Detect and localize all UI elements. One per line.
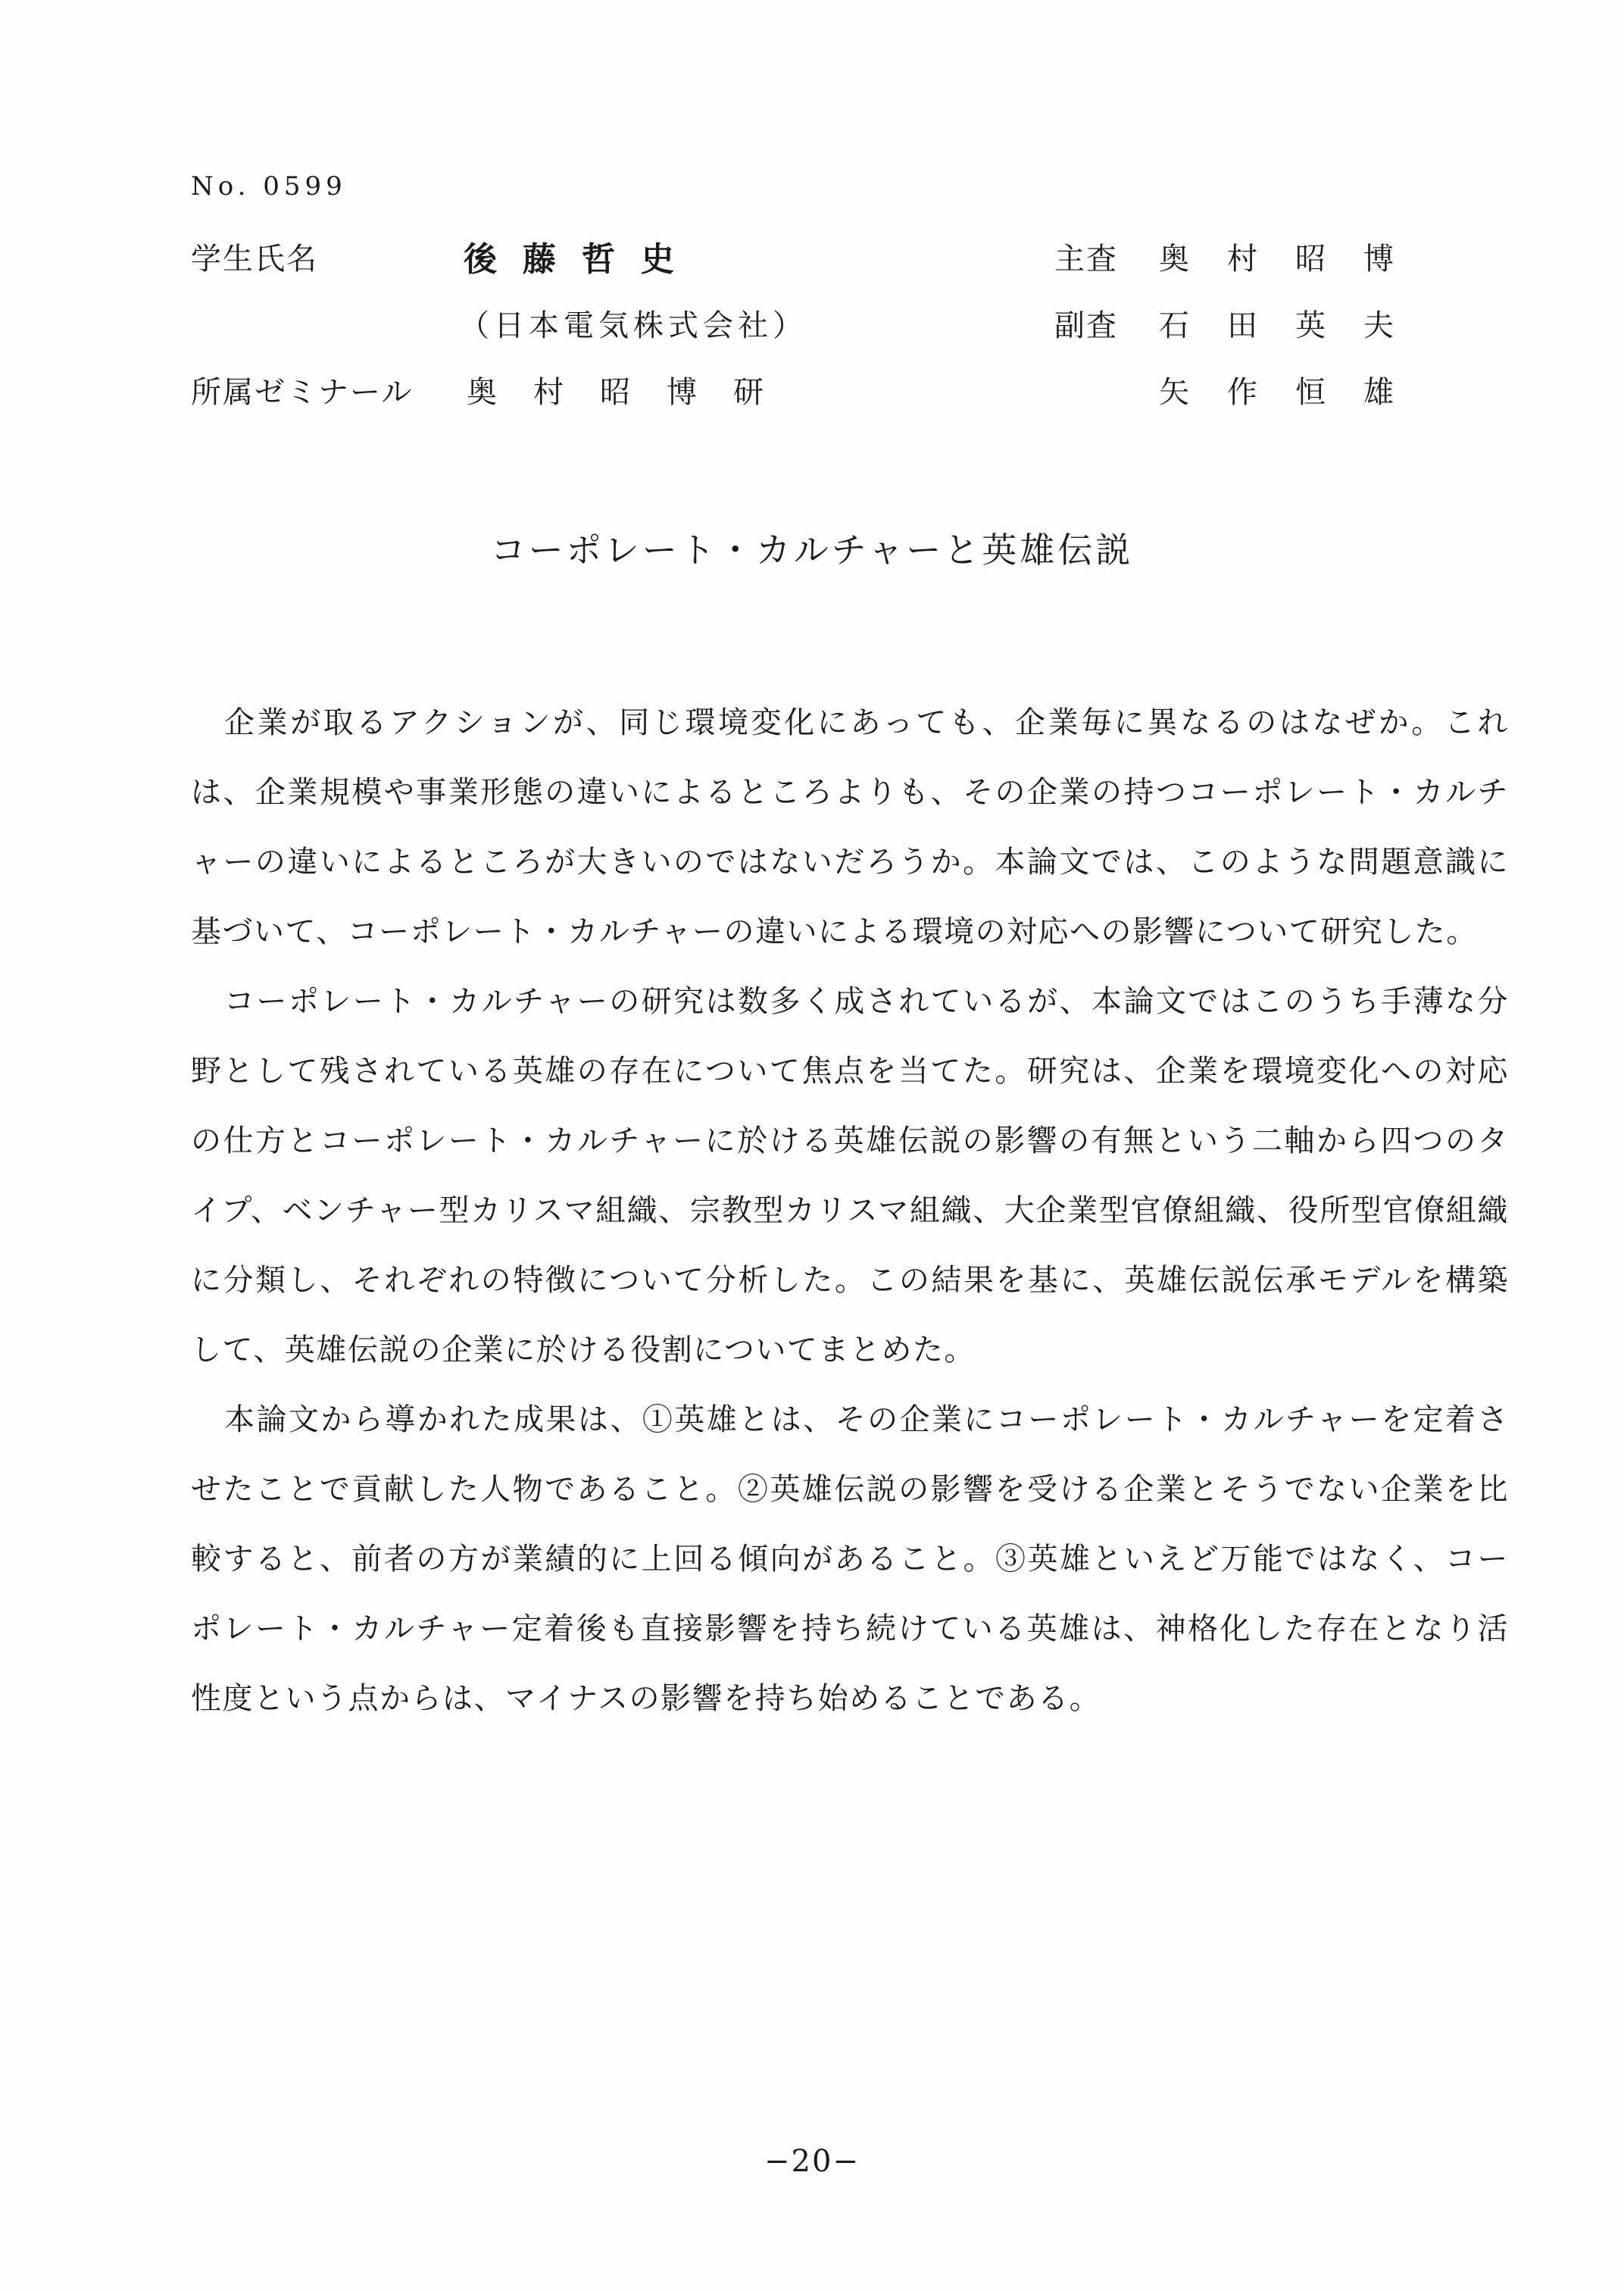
abstract-paragraph-2: コーポレート・カルチャーの研究は数多く成されているが、本論文ではこのうち手薄な分野として残されている英雄の存在について焦点を当てた。研究は、企業を環境変化への対応の仕方とコーポレート・カルチャーに於ける英雄伝説の影響の有無という二軸から四つのタイプ、ベンチャー型カリスマ組織、宗教型カリスマ組織、大企業型官僚組織、役所型官僚組織に分類し、それぞれの特徴について分析した。この結果を基に、英雄伝説伝承モデルを構築して、英雄伝説の企業に於ける役割についてまとめた。 (191, 984, 1509, 1367)
chief-examiner-name: 奥村昭博 (1159, 242, 1432, 277)
abstract-paragraph-1: 企業が取るアクションが、同じ環境変化にあっても、企業毎に異なるのはなぜか。これは、企業規模や事業形態の違いによるところよりも、その企業の持つコーポレート・カルチャーの違いによるところが大きいのではないだろうか。本論文では、このような問題意識に基づいて、コーポレート・カルチャーの違いによる環境の対応への影響について研究した。 (191, 705, 1509, 949)
student-name: 後藤哲史 (464, 240, 700, 279)
seminar-label: 所属ゼミナール (191, 375, 414, 410)
document-number: No. 0599 (191, 171, 347, 202)
student-name-label: 学生氏名 (191, 242, 318, 277)
sub-examiner-name-1: 石田英夫 (1159, 308, 1432, 343)
sub-examiner-name-2: 矢作恒雄 (1159, 375, 1432, 410)
page-number: −20− (764, 2144, 860, 2179)
seminar-name: 奥村昭博研 (467, 375, 800, 410)
sub-examiner-label: 副査 (1054, 308, 1118, 343)
abstract-paragraph-3: 本論文から導かれた成果は、①英雄とは、その企業にコーポレート・カルチャーを定着させたことで貢献した人物であること。②英雄伝説の影響を受ける企業とそうでない企業を比較すると、前者の方が業績的に上回る傾向があること。③英雄といえど万能ではなく、コーポレート・カルチャー定着後も直接影響を持ち続けている英雄は、神格化した存在となり活性度という点からは、マイナスの影響を持ち始めることである。 (191, 1402, 1509, 1716)
thesis-title: コーポレート・カルチャーと英雄伝説 (490, 530, 1134, 570)
chief-examiner-label: 主査 (1054, 242, 1118, 277)
student-company: （日本電気株式会社） (459, 308, 807, 343)
abstract-body (191, 688, 1509, 1733)
